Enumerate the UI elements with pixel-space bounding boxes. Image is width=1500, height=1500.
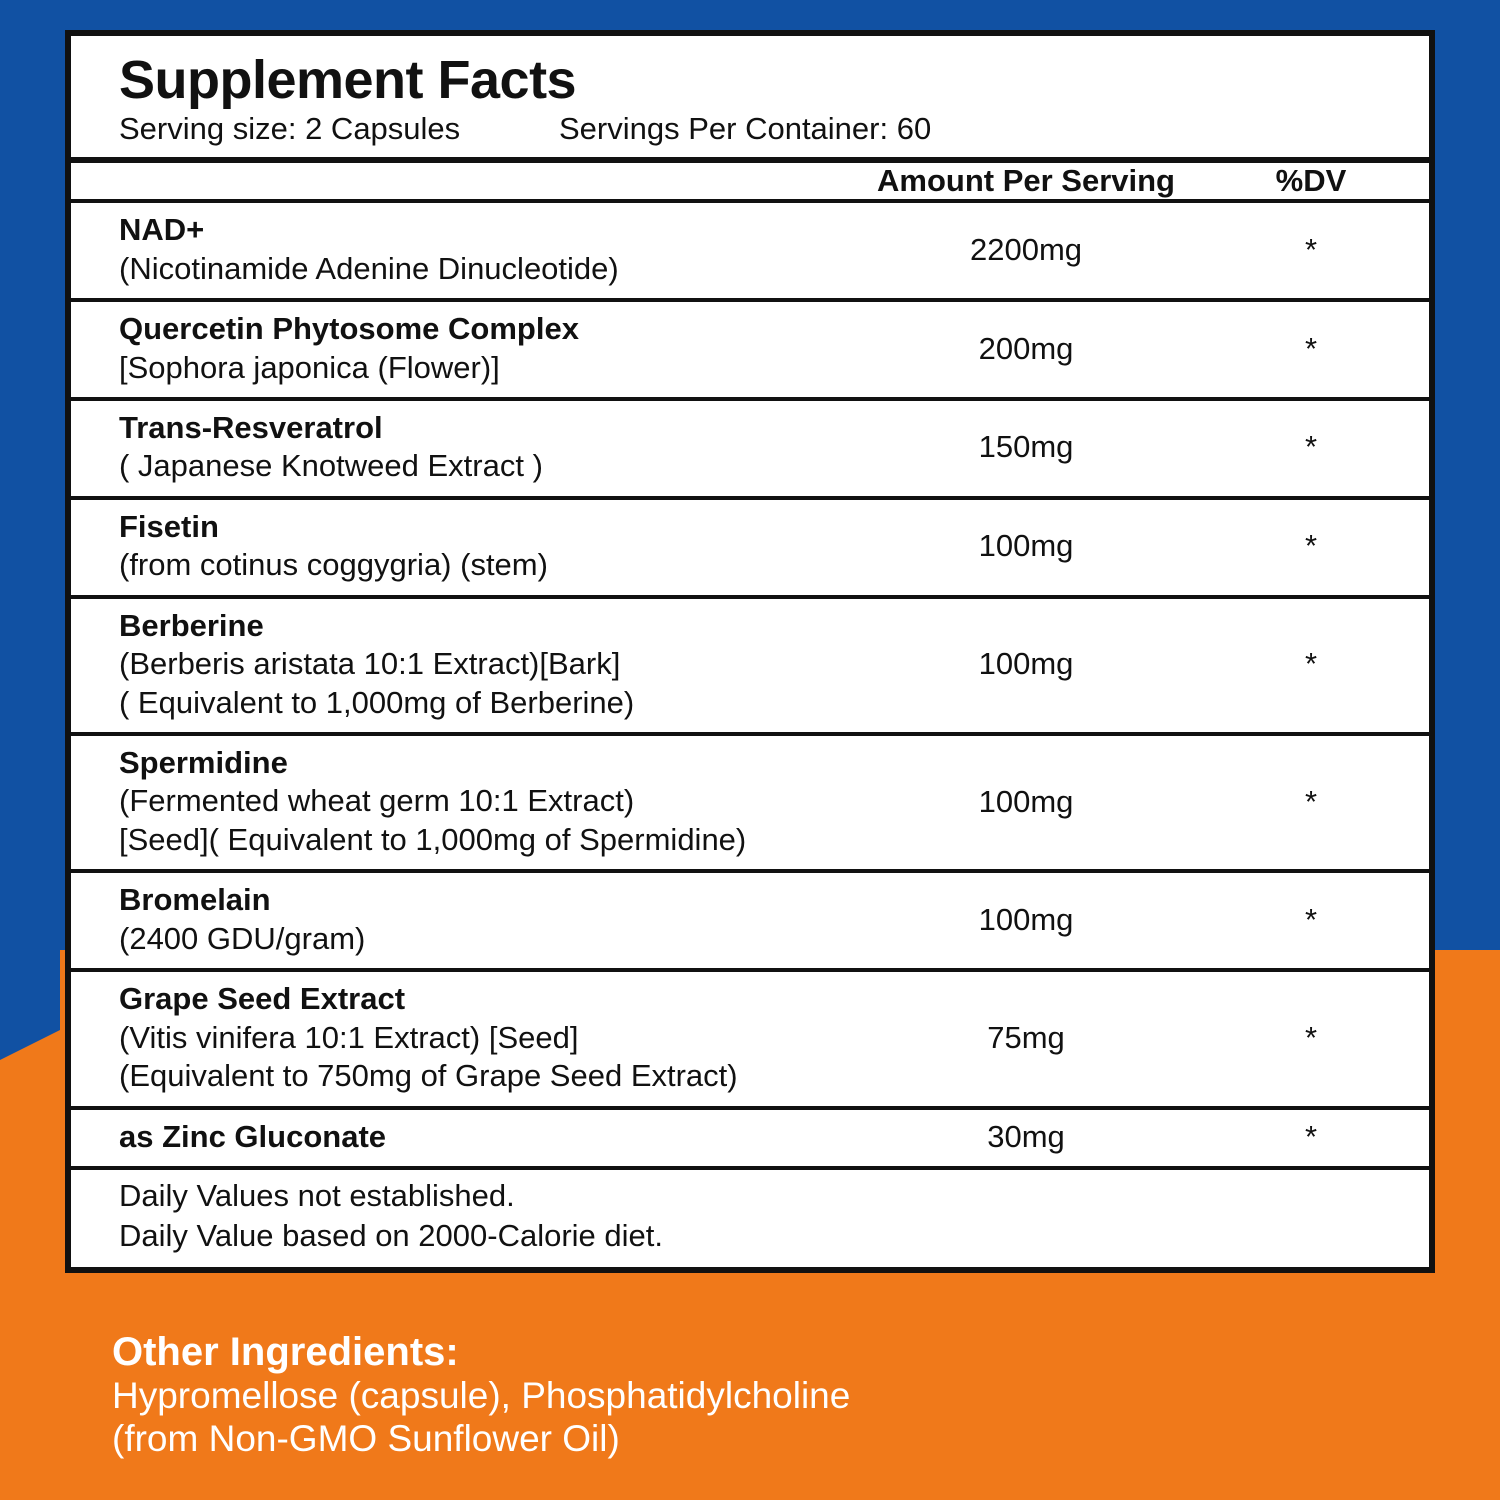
ingredient-source-secondary: ( Equivalent to 1,000mg of Berberine) — [119, 684, 635, 720]
ingredient-dv: * — [1304, 231, 1318, 267]
table-row — [71, 597, 1431, 734]
ingredient-name-block — [71, 211, 861, 288]
ingredient-name: as Zinc Gluconate — [119, 1118, 387, 1154]
table-row — [71, 970, 1431, 1107]
supplement-facts-table — [71, 163, 1431, 1267]
ingredient-amount: 100mg — [978, 646, 1074, 682]
ingredient-source: (Fermented wheat germ 10:1 Extract) — [119, 783, 635, 819]
table-row — [71, 734, 1431, 871]
ingredient-name-block — [71, 607, 861, 722]
supplement-facts-panel — [65, 30, 1435, 1273]
ingredient-amount: 75mg — [987, 1019, 1065, 1055]
serving-info — [71, 111, 1429, 157]
table-row — [71, 300, 1431, 399]
ingredient-amount: 100mg — [978, 901, 1074, 937]
ingredient-name: Bromelain — [119, 882, 271, 918]
ingredient-source: (from cotinus coggygria) (stem) — [119, 547, 548, 583]
ingredient-name-block — [71, 508, 861, 585]
ingredient-name: Spermidine — [119, 745, 288, 781]
ingredient-amount: 2200mg — [969, 231, 1083, 267]
ingredient-source-secondary: [Seed]( Equivalent to 1,000mg of Spermidine) — [119, 821, 747, 857]
ingredient-dv: * — [1304, 429, 1318, 465]
footnote-row — [71, 1168, 1431, 1267]
other-ingredients-section — [112, 1330, 1442, 1461]
footnote-line-1: Daily Values not established. — [119, 1177, 515, 1213]
footnote-block — [71, 1170, 1431, 1267]
table-row — [71, 871, 1431, 970]
ingredient-source: (Vitis vinifera 10:1 Extract) [Seed] — [119, 1019, 579, 1055]
ingredient-dv: * — [1304, 783, 1318, 819]
ingredient-dv: * — [1304, 1019, 1318, 1055]
ingredient-dv: * — [1304, 901, 1318, 937]
table-row — [71, 498, 1431, 597]
ingredient-source-secondary: (Equivalent to 750mg of Grape Seed Extract) — [119, 1058, 738, 1094]
table-header-row — [71, 163, 1431, 201]
other-ingredients-title: Other Ingredients: — [112, 1330, 459, 1374]
ingredient-source: (2400 GDU/gram) — [119, 920, 366, 956]
table-row — [71, 201, 1431, 300]
ingredient-dv: * — [1304, 330, 1318, 366]
ingredient-name: Trans-Resveratrol — [119, 409, 383, 445]
ingredient-name: Berberine — [119, 607, 264, 643]
servings-per-container-label: Servings Per Container: 60 — [559, 111, 932, 147]
ingredient-dv: * — [1304, 1118, 1318, 1154]
ingredient-amount: 100mg — [978, 528, 1074, 564]
header-cell-amount: Amount Per Serving — [877, 163, 1175, 199]
ingredient-amount: 150mg — [978, 429, 1074, 465]
ingredient-name-block — [71, 310, 861, 387]
ingredient-name: NAD+ — [119, 212, 205, 248]
ingredient-name-block — [71, 744, 861, 859]
ingredient-amount: 100mg — [978, 783, 1074, 819]
ingredient-name-block — [71, 881, 861, 958]
table-row — [71, 1108, 1431, 1168]
ingredient-name-block — [71, 409, 861, 486]
footnote-line-2: Daily Value based on 2000-Calorie diet. — [119, 1217, 663, 1253]
ingredient-source: (Nicotinamide Adenine Dinucleotide) — [119, 250, 619, 286]
ingredient-dv: * — [1304, 646, 1318, 682]
ingredient-amount: 200mg — [978, 330, 1074, 366]
ingredient-source: ( Japanese Knotweed Extract ) — [119, 448, 543, 484]
panel-title: Supplement Facts — [119, 50, 577, 110]
header-cell-name — [71, 163, 861, 201]
ingredient-name: Quercetin Phytosome Complex — [119, 311, 579, 347]
other-ingredients-line-1: Hypromellose (capsule), Phosphatidylcholine — [112, 1374, 851, 1416]
ingredient-name: Grape Seed Extract — [119, 981, 406, 1017]
ingredient-name-block — [71, 1118, 861, 1156]
ingredient-source: (Berberis aristata 10:1 Extract)[Bark] — [119, 646, 621, 682]
table-row — [71, 399, 1431, 498]
ingredient-name: Fisetin — [119, 508, 219, 544]
serving-size-label: Serving size: 2 Capsules — [119, 111, 461, 147]
ingredient-name-block — [71, 980, 861, 1095]
ingredient-dv: * — [1304, 528, 1318, 564]
ingredient-source: [Sophora japonica (Flower)] — [119, 349, 500, 385]
header-cell-dv: %DV — [1275, 163, 1347, 199]
other-ingredients-line-2: (from Non-GMO Sunflower Oil) — [112, 1417, 620, 1459]
ingredient-amount: 30mg — [987, 1118, 1065, 1154]
